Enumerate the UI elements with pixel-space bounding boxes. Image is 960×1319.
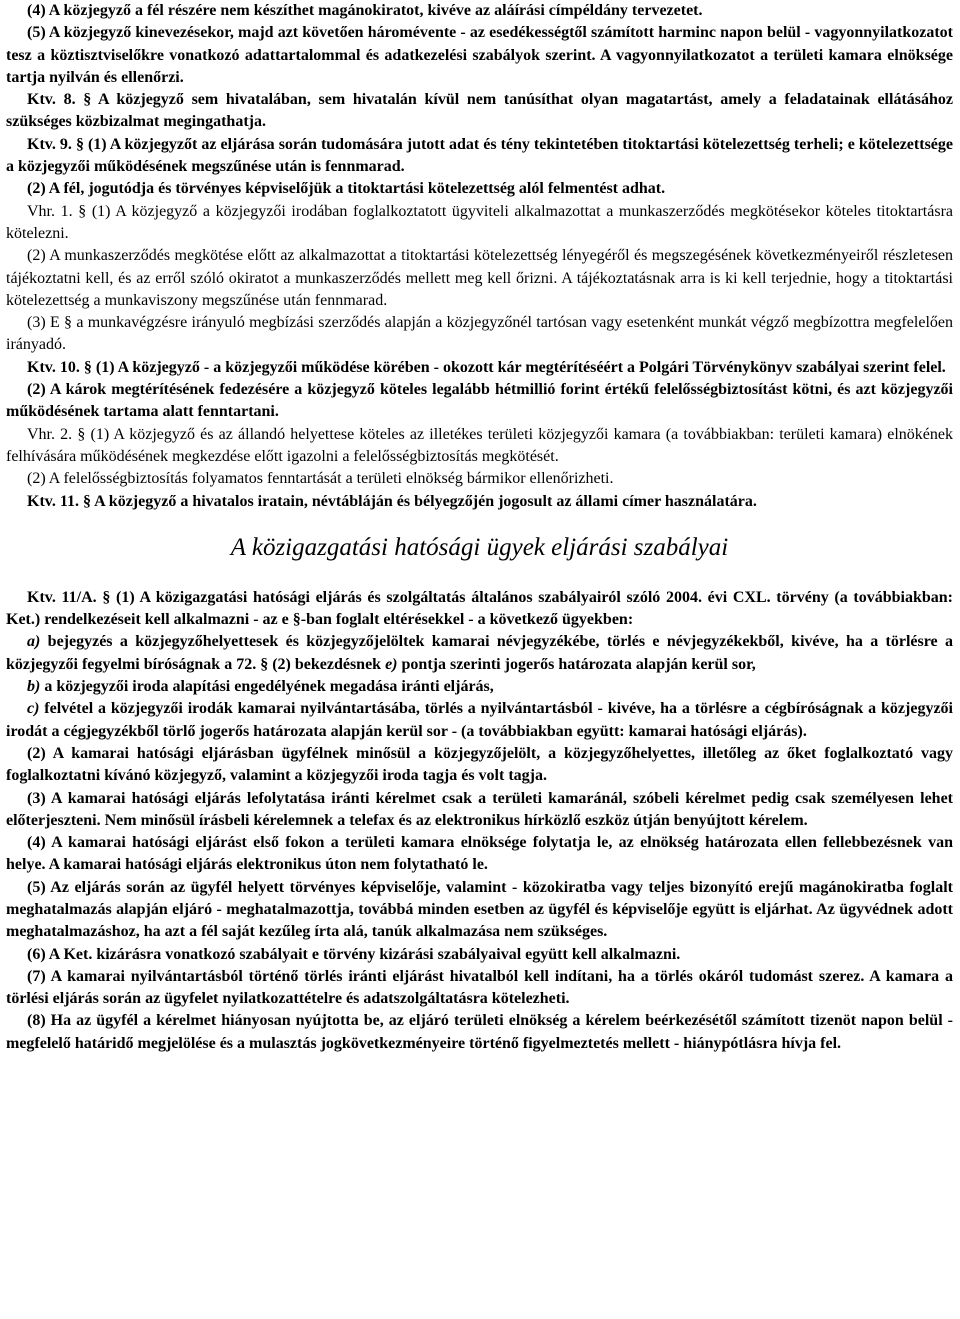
paragraph — [6, 245, 953, 312]
paragraph — [6, 788, 953, 833]
paragraph-text: (2) A felelősségbiztosítás folyamatos fenntartását a területi elnökség bármikor ellenőrizheti. — [27, 470, 614, 488]
list-marker: a) — [27, 633, 41, 651]
paragraph — [6, 312, 953, 357]
paragraph-text: Ktv. 9. § (1) A közjegyzőt az eljárása során tudomására jutott adat és tény tekintetében titoktartási kötelezettség terheli; e kötelezettsége a közjegyzői működésének megszűnése után is fennmarad. — [6, 135, 953, 176]
paragraph-text: a közjegyzői iroda alapítási engedélyének megadása iránti eljárás, — [40, 678, 494, 696]
paragraph-text: (3) E § a munkavégzésre irányuló megbízási szerződés alapján a közjegyzőnél tartósan vagy esetenként munkát végző megbízottra megfelelően irányadó. — [6, 314, 953, 354]
paragraph — [6, 201, 953, 246]
paragraph — [6, 966, 953, 1011]
paragraph-text: Ktv. 11. § A közjegyző a hivatalos iratain, névtábláján és bélyegzőjén jogosult az állami címer használatára. — [27, 492, 757, 510]
list-marker: c) — [27, 700, 40, 718]
paragraph — [6, 424, 953, 469]
list-marker: b) — [27, 678, 41, 696]
paragraph — [6, 468, 953, 490]
paragraph-text: (8) Ha az ügyfél a kérelmet hiányosan nyújtotta be, az eljáró területi elnökség a kérelem beérkezésétől számított tizenöt napon belül - megfelelő határidő megjelölése és a mulasztás jogkövetkezményeire történő figyelmeztetés mellett - hiánypótlásra hívja fel. — [6, 1012, 953, 1052]
paragraph — [6, 832, 953, 877]
paragraph — [6, 944, 953, 966]
paragraph-text: (4) A közjegyző a fél részére nem készíthet magánokiratot, kivéve az aláírási címpéldány tervezetet. — [27, 2, 703, 19]
paragraph-text: Vhr. 2. § (1) A közjegyző és az állandó helyettese köteles az illetékes területi közjegyzői kamara (a továbbiakban: területi kamara) elnökének felhívására működésének megkezdése előtt igazolni a felelősségbiztosítás megkötését. — [6, 425, 953, 465]
paragraph-text: Ktv. 11/A. § (1) A közigazgatási hatósági eljárás és szolgáltatás általános szabályairól szóló 2004. évi CXL. törvény (a továbbiakban: Ket.) rendelkezéseit kell alkalmazni - az e §-ban foglalt eltérésekkel - a következő ügyekben: — [6, 588, 953, 629]
paragraph-text: (3) A kamarai hatósági eljárás lefolytatása iránti kérelmet csak a területi kamaránál, szóbeli kérelmet pedig csak személyesen lehet előterjeszteni. Nem minősül írásbeli kérelemnek a telefax és az elektronikus hírközlő eszköz útján benyújtott kérelem. — [6, 789, 953, 829]
paragraph-text: (5) A közjegyző kinevezésekor, majd azt követően háromévente - az esedékességtől számított harminc napon belül - vagyonnyilatkozatot tesz a köztisztviselőkre vonatkozó adattartalommal és adatkezelési szabályok szerint. A vagyonnyilatkozatot a területi kamara elnöksége tartja nyilván és ellenőrzi. — [6, 24, 953, 86]
paragraph-text: Ktv. 10. § (1) A közjegyző - a közjegyzői működése körében - okozott kár megtérítéséért a Polgári Törvénykönyv szabályai szerint felel. — [27, 358, 946, 376]
paragraph-text: felvétel a közjegyzői irodák kamarai nyilvántartásába, törlés a nyilvántartásból - kivéve, ha a törlésre a cégbíróságnak a közjegyzői irodát a cégjegyzékből törlő jogerős határozata alapján kerül sor - (a továbbiakban együtt: kamarai hatósági eljárás). — [6, 700, 953, 740]
paragraph-text: (2) A kamarai hatósági eljárásban ügyfélnek minősül a közjegyzőjelölt, a közjegyzőhelyettes, illetőleg az őket foglalkoztató vagy foglalkoztatni kívánó közjegyző, valamint a közjegyzői iroda tagja és volt tagja. — [6, 744, 953, 785]
paragraph-text: (2) A károk megtérítésének fedezésére a közjegyző köteles legalább hétmillió forint értékű felelősségbiztosítást kötni, és azt közjegyzői működésének tartama alatt fenntartani. — [6, 381, 953, 421]
paragraph-text: (4) A kamarai hatósági eljárást első fokon a területi kamara elnöksége folytatja le, az elnökség határozata ellen fellebbezésnek van helye. A kamarai hatósági eljárás elektronikus úton nem folytatható le. — [6, 834, 953, 874]
paragraph — [6, 89, 953, 134]
document-body-part-1 — [6, 0, 953, 513]
paragraph — [6, 698, 953, 743]
paragraph-text: (2) A fél, jogutódja és törvényes képviselőjük a titoktartási kötelezettség alól felmentést adhat. — [27, 180, 666, 198]
paragraph — [6, 0, 953, 22]
paragraph — [6, 491, 953, 513]
paragraph — [6, 357, 953, 379]
section-heading: A közigazgatási hatósági ügyek eljárási szabályai — [230, 533, 729, 561]
document-body-part-2 — [6, 587, 953, 1055]
paragraph — [6, 631, 953, 676]
paragraph — [6, 587, 953, 632]
list-marker: e) — [385, 655, 398, 673]
paragraph-text: Ktv. 8. § A közjegyző sem hivatalában, sem hivatalán kívül nem tanúsíthat olyan magatartást, amely a feladatainak ellátásához szükséges közbizalmat megingathatja. — [6, 91, 953, 131]
paragraph — [6, 877, 953, 944]
paragraph-text: (7) A kamarai nyilvántartásból történő törlés iránti eljárást hivatalból kell indítani, ha a törlés okáról tudomást szerez. A kamara a törlési eljárás során az ügyfelet nyilatkozattételre és adatszolgáltatásra kötelezheti. — [6, 967, 953, 1008]
paragraph — [6, 134, 953, 179]
paragraph-text: bejegyzés a közjegyzőhelyettesek és közjegyzőjelöltek kamarai névjegyzékébe, törlés e névjegyzékekből, kivéve, ha a törlésre a közjegyzői fegyelmi bíróságnak a 72. § (2) bekezdésnek — [6, 633, 953, 673]
paragraph — [6, 676, 953, 698]
paragraph — [6, 178, 953, 200]
paragraph-text: (5) Az eljárás során az ügyfél helyett törvényes képviselője, valamint - közokiratba vagy teljes bizonyító erejű magánokiratba foglalt meghatalmazás alapján eljáró - meghatalmazottja, továbbá minden esetben az ügyfél és képviselője együtt is eljárhat. Az ügyvédnek adott meghatalmazáshoz, ha azt a fél saját kezűleg írta alá, tanúk alkalmazása nem szükséges. — [6, 878, 953, 941]
paragraph — [6, 22, 953, 89]
paragraph-text: pontja szerinti jogerős határozata alapján kerül sor, — [397, 655, 756, 673]
paragraph — [6, 1010, 953, 1055]
paragraph-text: Vhr. 1. § (1) A közjegyző a közjegyzői irodában foglalkoztatott ügyviteli alkalmazottat a munkaszerződés megkötésekor köteles titoktartásra kötelezni. — [6, 202, 953, 242]
paragraph — [6, 743, 953, 788]
paragraph — [6, 379, 953, 424]
paragraph-text: (6) A Ket. kizárásra vonatkozó szabályait e törvény kizárási szabályaival együtt kell alkalmazni. — [27, 945, 681, 963]
paragraph-text: (2) A munkaszerződés megkötése előtt az alkalmazottat a titoktartási kötelezettség lényegéről és megszegésének következményeiről részletesen tájékoztatni kell, és az erről szóló okiratot a munkaszerződés mellett meg kell őrizni. A tájékoztatásnak arra is ki kell terjednie, hogy a titoktartási kötelezettség a munkaviszony megszűnése után fennmarad. — [6, 247, 953, 309]
